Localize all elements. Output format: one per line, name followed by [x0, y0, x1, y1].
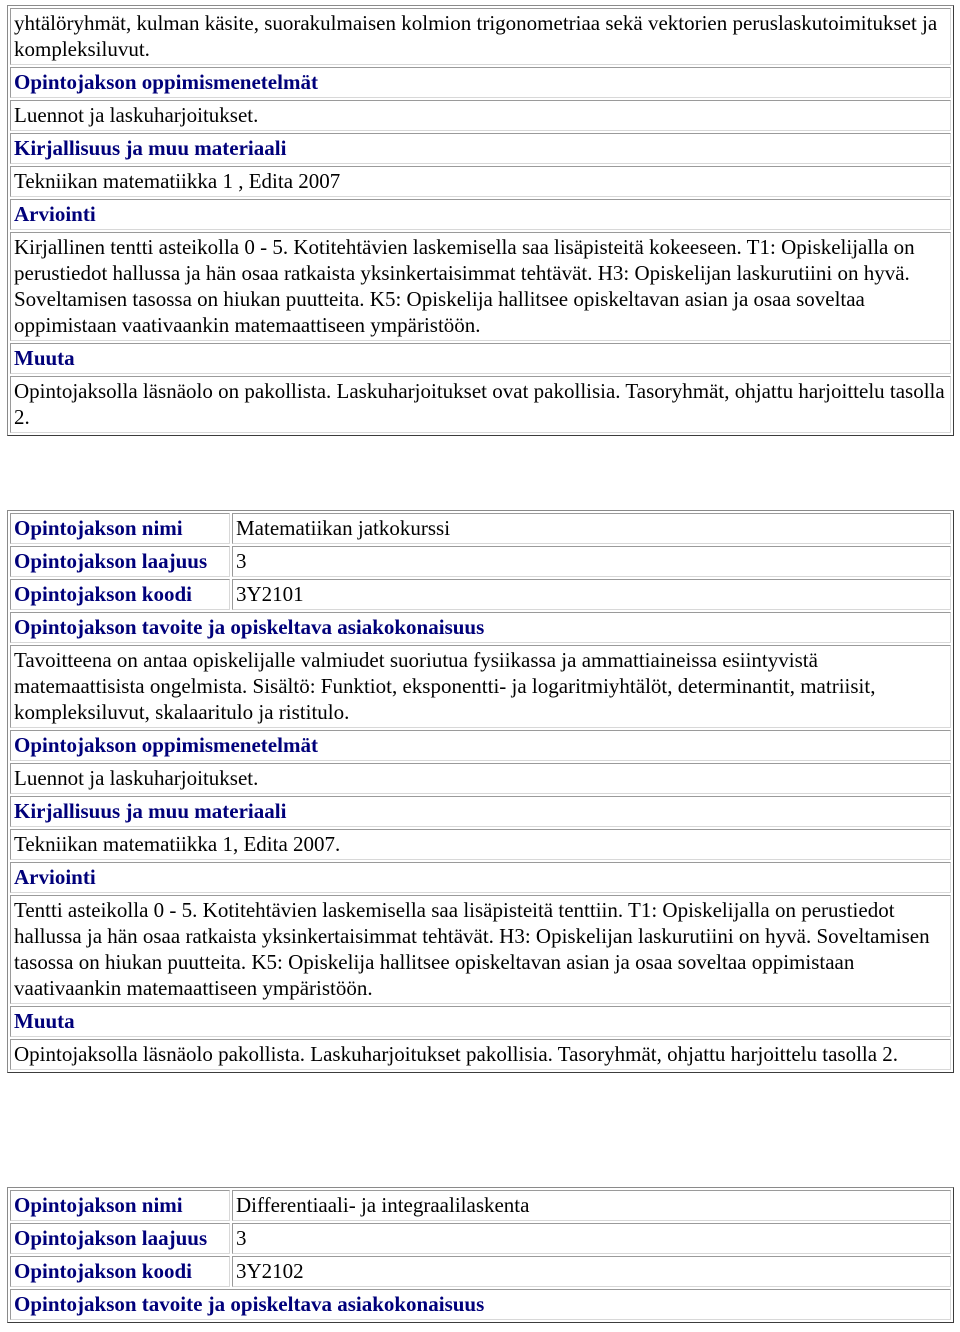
assessment-heading: Arviointi: [10, 862, 951, 893]
literature-heading: Kirjallisuus ja muu materiaali: [10, 796, 951, 827]
other-heading: Muuta: [10, 1006, 951, 1037]
course-scope-value: 3: [232, 1223, 951, 1254]
course-scope-value: 3: [232, 546, 951, 577]
course-scope-label: Opintojakson laajuus: [10, 546, 230, 577]
methods-text: Luennot ja laskuharjoitukset.: [10, 763, 951, 794]
other-text: Opintojaksolla läsnäolo on pakollista. Laskuharjoitukset ovat pakollisia. Tasoryhmät, ohjattu harjoittelu tasolla 2.: [10, 376, 951, 433]
assessment-text: Tentti asteikolla 0 - 5. Kotitehtävien laskemisella saa lisäpisteitä tenttiin. T1: Opiskelijalla on perustiedot hallussa ja hän osaa ratkaista yksinkertaisimmat tehtävät. H3: Opiskelijan laskurutiini on hyvä. Soveltamisen tasossa on hiukan puutteita. K5: Opiskelija hallitsee opiskeltavan asian ja osaa soveltaa oppimistaan vaativaankin matemaattiseen ympäristöön.: [10, 895, 951, 1004]
literature-text: Tekniikan matematiikka 1 , Edita 2007: [10, 166, 951, 197]
course-code-label: Opintojakson koodi: [10, 579, 230, 610]
course-name-value: Matematiikan jatkokurssi: [232, 513, 951, 544]
methods-heading: Opintojakson oppimismenetelmät: [10, 730, 951, 761]
goal-text: Tavoitteena on antaa opiskelijalle valmiudet suoriutua fysiikassa ja ammattiaineissa esiintyvistä matemaattisista ongelmista. Sisältö: Funktiot, eksponentti- ja logaritmiyhtälöt, determinantit, matriisit, kompleksiluvut, skalaaritulo ja ristitulo.: [10, 645, 951, 728]
course-name-label: Opintojakson nimi: [10, 513, 230, 544]
course-table-differentiaali-ja-integraalilaskenta: [7, 1187, 954, 1323]
assessment-text: Kirjallinen tentti asteikolla 0 - 5. Kotitehtävien laskemisella saa lisäpisteitä kokeeseen. T1: Opiskelijalla on perustiedot hallussa ja hän osaa ratkaista yksinkertaisimmat tehtävät. H3: Opiskelijan laskurutiini on hyvä. Soveltamisen tasossa on hiukan puutteita. K5: Opiskelija hallitsee opiskeltavan asian ja osaa soveltaa oppimistaan vaativaankin matemaattiseen ympäristöön.: [10, 232, 951, 341]
course-content-text: yhtälöryhmät, kulman käsite, suorakulmaisen kolmion trigonometriaa sekä vektorien peruslaskutoimitukset ja kompleksiluvut.: [10, 8, 951, 65]
course-table-matematiikan-jatkokurssi: [7, 510, 954, 1073]
assessment-heading: Arviointi: [10, 199, 951, 230]
goal-heading: Opintojakson tavoite ja opiskeltava asiakokonaisuus: [10, 1289, 951, 1320]
course-name-value: Differentiaali- ja integraalilaskenta: [232, 1190, 951, 1221]
course-scope-label: Opintojakson laajuus: [10, 1223, 230, 1254]
goal-heading: Opintojakson tavoite ja opiskeltava asiakokonaisuus: [10, 612, 951, 643]
literature-heading: Kirjallisuus ja muu materiaali: [10, 133, 951, 164]
methods-heading: Opintojakson oppimismenetelmät: [10, 67, 951, 98]
course-code-label: Opintojakson koodi: [10, 1256, 230, 1287]
course-code-value: 3Y2101: [232, 579, 951, 610]
course-name-label: Opintojakson nimi: [10, 1190, 230, 1221]
methods-text: Luennot ja laskuharjoitukset.: [10, 100, 951, 131]
other-text: Opintojaksolla läsnäolo pakollista. Laskuharjoitukset pakollisia. Tasoryhmät, ohjattu harjoittelu tasolla 2.: [10, 1039, 951, 1070]
course-table-continued: [7, 5, 954, 436]
literature-text: Tekniikan matematiikka 1, Edita 2007.: [10, 829, 951, 860]
other-heading: Muuta: [10, 343, 951, 374]
course-code-value: 3Y2102: [232, 1256, 951, 1287]
